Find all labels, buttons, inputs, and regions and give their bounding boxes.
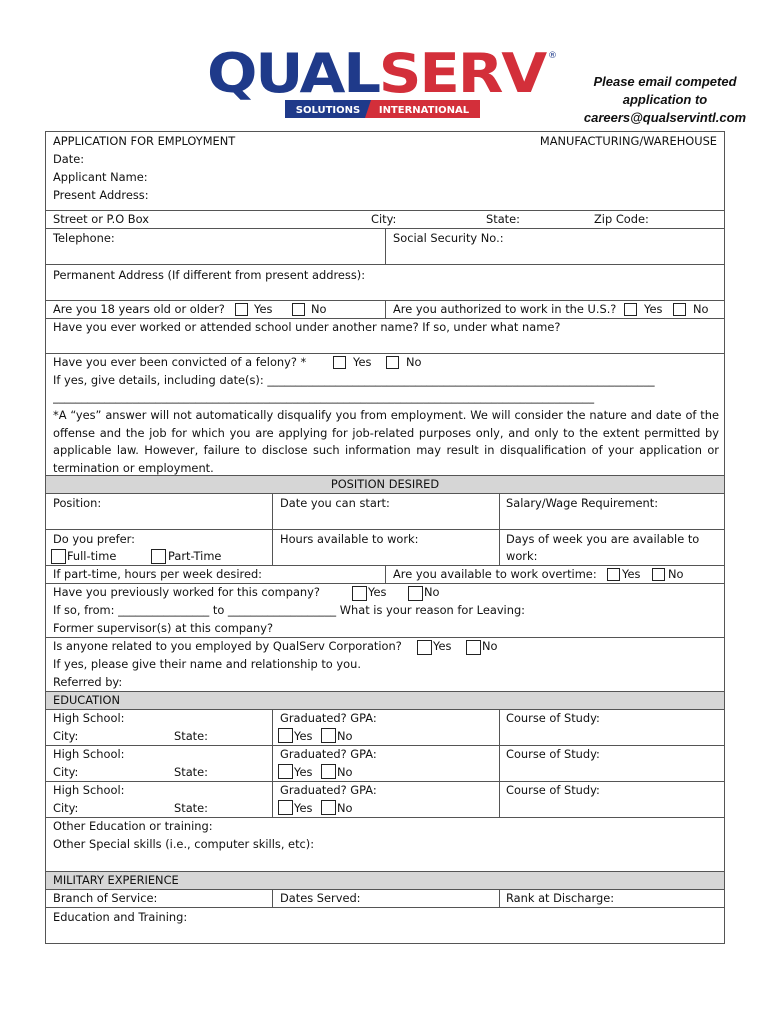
days-available-label-2: work:	[506, 549, 538, 563]
school-state-field[interactable]: State:	[174, 729, 208, 743]
education-header-row	[46, 692, 724, 710]
logo-tag-solutions: SOLUTIONS	[295, 105, 361, 116]
felony-no-label: No	[406, 355, 422, 369]
age-no-checkbox[interactable]	[292, 303, 305, 316]
full-time-label: Full-time	[67, 549, 117, 563]
referred-by-field[interactable]: Referred by:	[53, 675, 123, 689]
graduated-yes-label: Yes	[294, 801, 313, 815]
street-field[interactable]: Street or P.O Box	[53, 212, 149, 226]
felony-yes-label: Yes	[353, 355, 372, 369]
days-available-label[interactable]: Days of week you are available to	[506, 532, 700, 546]
branch-of-service-field[interactable]: Branch of Service:	[53, 891, 158, 905]
related-details-field[interactable]: If yes, please give their name and relationship to you.	[53, 657, 361, 671]
full-time-checkbox[interactable]	[51, 549, 66, 564]
graduated-yes-checkbox[interactable]	[278, 800, 293, 815]
logo-registered-mark: ®	[548, 51, 557, 61]
logo-tag-international: INTERNATIONAL	[378, 105, 470, 116]
education-entry-3	[46, 782, 724, 818]
course-of-study-field[interactable]: Course of Study:	[506, 747, 600, 761]
part-time-overtime-row	[46, 566, 724, 584]
graduated-yes-checkbox[interactable]	[278, 728, 293, 743]
permanent-address-row	[46, 265, 724, 301]
dates-served-field[interactable]: Dates Served:	[280, 891, 361, 905]
position-header: POSITION DESIRED	[330, 477, 440, 491]
start-date-field[interactable]: Date you can start:	[280, 496, 390, 510]
graduated-gpa-field[interactable]: Graduated? GPA:	[280, 747, 377, 761]
former-supervisor-field[interactable]: Former supervisor(s) at this company?	[53, 621, 274, 635]
graduated-yes-label: Yes	[294, 765, 313, 779]
education-entry-2	[46, 746, 724, 782]
rank-at-discharge-field[interactable]: Rank at Discharge:	[506, 891, 615, 905]
part-time-hours-field[interactable]: If part-time, hours per week desired:	[53, 567, 263, 581]
salary-field[interactable]: Salary/Wage Requirement:	[506, 496, 659, 510]
graduated-no-label: No	[337, 801, 353, 815]
previous-worked-yes-checkbox[interactable]	[352, 586, 367, 601]
form-title: APPLICATION FOR EMPLOYMENT	[53, 134, 236, 148]
high-school-field[interactable]: High School:	[53, 747, 125, 761]
work-auth-question: Are you authorized to work in the U.S.?	[393, 302, 617, 316]
special-skills-field[interactable]: Other Special skills (i.e., computer skills, etc):	[53, 837, 315, 851]
previous-worked-no-checkbox[interactable]	[408, 586, 423, 601]
position-row	[46, 494, 724, 530]
graduated-no-label: No	[337, 765, 353, 779]
qualserv-logo	[205, 38, 565, 122]
previous-worked-no-label: No	[424, 585, 440, 599]
zip-field[interactable]: Zip Code:	[594, 212, 649, 226]
school-state-field[interactable]: State:	[174, 801, 208, 815]
date-field[interactable]: Date:	[53, 152, 85, 166]
hours-available-field[interactable]: Hours available to work:	[280, 532, 419, 546]
graduated-no-label: No	[337, 729, 353, 743]
previous-dates-field[interactable]: If so, from: ________________ to ___________________ What is your reason for Leaving:	[53, 603, 526, 617]
military-training-row	[46, 908, 724, 943]
part-time-label: Part-Time	[168, 549, 222, 563]
logo-wordmark	[207, 42, 547, 105]
prefer-label: Do you prefer:	[53, 532, 135, 546]
preference-row	[46, 530, 724, 566]
age-question: Are you 18 years old or older?	[53, 302, 225, 316]
school-city-field[interactable]: City:	[53, 765, 79, 779]
logo-qual: QUAL	[207, 42, 364, 105]
graduated-gpa-field[interactable]: Graduated? GPA:	[280, 711, 377, 725]
other-name-row	[46, 319, 724, 354]
work-auth-no-checkbox[interactable]	[673, 303, 686, 316]
military-header: MILITARY EXPERIENCE	[53, 873, 179, 887]
work-auth-no-label: No	[693, 302, 709, 316]
graduated-yes-checkbox[interactable]	[278, 764, 293, 779]
education-entry-1	[46, 710, 724, 746]
related-yes-checkbox[interactable]	[417, 640, 432, 655]
graduated-yes-label: Yes	[294, 729, 313, 743]
relatives-section	[46, 638, 724, 692]
age-yes-label: Yes	[254, 302, 273, 316]
previous-worked-question: Have you previously worked for this company?	[53, 585, 320, 599]
email-instructions	[570, 73, 760, 127]
age-no-label: No	[311, 302, 327, 316]
military-training-field[interactable]: Education and Training:	[53, 910, 188, 924]
address-row	[46, 211, 724, 229]
graduated-gpa-field[interactable]: Graduated? GPA:	[280, 783, 377, 797]
felony-no-checkbox[interactable]	[386, 356, 399, 369]
graduated-no-checkbox[interactable]	[321, 728, 336, 743]
other-education-field[interactable]: Other Education or training:	[53, 819, 213, 833]
email-note-address[interactable]: careers@qualservintl.com	[583, 110, 747, 125]
permanent-address-field[interactable]: Permanent Address (If different from present address):	[53, 268, 366, 282]
logo-serv: SERV	[378, 42, 530, 105]
part-time-checkbox[interactable]	[151, 549, 166, 564]
telephone-field[interactable]: Telephone:	[53, 231, 115, 245]
applicant-name-field[interactable]: Applicant Name:	[53, 170, 148, 184]
felony-yes-checkbox[interactable]	[333, 356, 346, 369]
course-of-study-field[interactable]: Course of Study:	[506, 783, 600, 797]
military-service-row	[46, 890, 724, 908]
related-yes-label: Yes	[433, 639, 452, 653]
previous-worked-yes-label: Yes	[368, 585, 387, 599]
felony-details-field[interactable]: If yes, give details, including date(s): ____________________________________________________________________	[53, 373, 655, 387]
city-field[interactable]: City:	[371, 212, 397, 226]
applicant-info-section	[46, 132, 724, 211]
felony-question: Have you ever been convicted of a felony? *	[53, 355, 307, 369]
overtime-no-checkbox[interactable]	[652, 568, 665, 581]
related-question: Is anyone related to you employed by QualServ Corporation?	[53, 639, 402, 653]
email-note-line1: Please email competed	[593, 74, 737, 89]
ssn-field[interactable]: Social Security No.:	[393, 231, 504, 245]
felony-section	[46, 354, 724, 476]
related-no-label: No	[482, 639, 498, 653]
other-name-question[interactable]: Have you ever worked or attended school under another name? If so, under what name?	[53, 320, 561, 334]
overtime-question: Are you available to work overtime:	[393, 567, 597, 581]
felony-disclaimer: *A “yes” answer will not automatically disqualify you from employment. We will consider the nature and date of the offense and the job for which you are applying for job-related purposes only, and only to the extent permitted by applicable law. However, failure to disclose such information may result in disqualification of your application or termination or employment.	[53, 408, 719, 475]
state-field[interactable]: State:	[486, 212, 520, 226]
application-form	[45, 131, 725, 944]
previous-employment-section	[46, 584, 724, 638]
course-of-study-field[interactable]: Course of Study:	[506, 711, 600, 725]
overtime-yes-label: Yes	[622, 567, 641, 581]
position-field[interactable]: Position:	[53, 496, 102, 510]
age-yes-checkbox[interactable]	[235, 303, 248, 316]
work-auth-yes-label: Yes	[644, 302, 663, 316]
graduated-no-checkbox[interactable]	[321, 800, 336, 815]
education-header: EDUCATION	[53, 693, 120, 707]
present-address-label: Present Address:	[53, 188, 149, 202]
felony-details-line2[interactable]: _______________________________________________________________________________________________	[53, 390, 595, 404]
high-school-field[interactable]: High School:	[53, 783, 125, 797]
form-category: MANUFACTURING/WAREHOUSE	[539, 134, 717, 148]
military-header-row	[46, 872, 724, 890]
overtime-no-label: No	[668, 567, 684, 581]
work-auth-yes-checkbox[interactable]	[624, 303, 637, 316]
position-header-row	[46, 476, 724, 494]
other-education-section	[46, 818, 724, 872]
overtime-yes-checkbox[interactable]	[607, 568, 620, 581]
school-state-field[interactable]: State:	[174, 765, 208, 779]
school-city-field[interactable]: City:	[53, 729, 79, 743]
email-note-line2: application to	[622, 92, 708, 107]
related-no-checkbox[interactable]	[466, 640, 481, 655]
graduated-no-checkbox[interactable]	[321, 764, 336, 779]
school-city-field[interactable]: City:	[53, 801, 79, 815]
telephone-row	[46, 229, 724, 265]
eligibility-row	[46, 301, 724, 319]
high-school-field[interactable]: High School:	[53, 711, 125, 725]
